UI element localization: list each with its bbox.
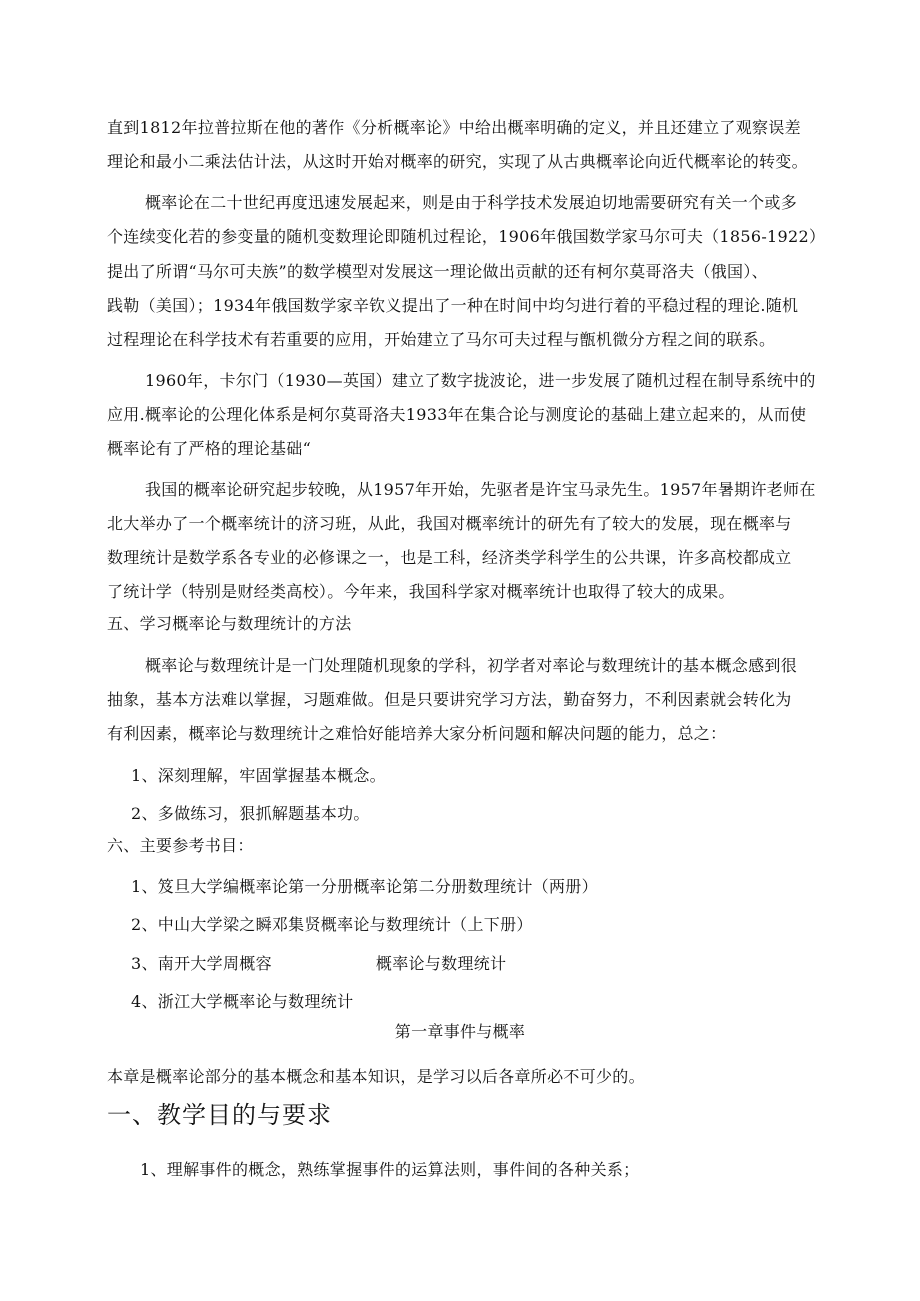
section-heading: 一、教学目的与要求	[107, 1101, 332, 1129]
section-heading: 五、学习概率论与数理统计的方法	[107, 614, 352, 633]
paragraph-line: 概率论与数理统计是一门处理随机现象的学科，初学者对率论与数理统计的基本概念感到很	[145, 656, 798, 675]
section-heading: 六、主要参考书目：	[107, 836, 254, 855]
paragraph-line: 我国的概率论研究起步较晚，从1957年开始，先驱者是许宝马录先生。1957年暑期许老师在	[145, 480, 816, 499]
paragraph-line: 践勒（美国）；1934年俄国数学家辛钦义提出了一种在时间中均匀进行着的平稳过程的理论.随机	[107, 296, 799, 315]
paragraph-line: 有利因素，概率论与数理统计之难恰好能培养大家分析问题和解决问题的能力，总之：	[107, 724, 727, 743]
reference-author: 3、南开大学周概容	[131, 954, 272, 973]
list-item: 1、深刻理解，牢固掌握基本概念。	[131, 766, 386, 785]
paragraph-line: 1960年，卡尔门（1930—英国）建立了数字拢波论，进一步发展了随机过程在制导系统中的	[145, 371, 816, 390]
paragraph-line: 过程理论在科学技术有若重要的应用，开始建立了马尔可夫过程与甑机微分方程之间的联系。	[107, 330, 776, 349]
paragraph-line: 个连续变化若的参变量的随机变数理论即随机过程论，1906年俄国数学家马尔可夫（1856-1922）	[107, 227, 826, 246]
reference-item: 4、浙江大学概率论与数理统计	[131, 992, 354, 1011]
reference-title: 概率论与数理统计	[375, 954, 507, 973]
reference-item	[131, 954, 506, 974]
paragraph-line: 直到1812年拉普拉斯在他的著作《分析概率论》中给出概率明确的定义，并且还建立了观察误差	[107, 118, 801, 137]
chapter-intro: 本章是概率论部分的基本概念和基本知识，是学习以后各章所必不可少的。	[107, 1067, 645, 1086]
paragraph-line: 理论和最小二乘法估计法，从这时开始对概率的研究，实现了从古典概率论向近代概率论的转变。	[107, 152, 808, 171]
paragraph-line: 了统计学（特别是财经类高校）。今年来，我国科学家对概率统计也取得了较大的成果。	[107, 582, 735, 601]
paragraph-line: 概率论有了严格的理论基础“	[107, 439, 312, 458]
chapter-title: 第一章事件与概率	[394, 1022, 526, 1041]
paragraph-line: 提出了所谓“马尔可夫族”的数学模型对发展这一理论做出贡献的还有柯尔莫哥洛夫（俄国）、	[107, 262, 768, 281]
paragraph-line: 概率论在二十世纪再度迅速发展起来，则是由于科学技术发展迫切地需要研究有关一个或多	[145, 193, 798, 212]
reference-item: 2、中山大学梁之瞬邓集贤概率论与数理统计（上下册）	[131, 915, 533, 934]
paragraph-line: 抽象，基本方法难以掌握，习题难做。但是只要讲究学习方法，勤奋努力，不利因素就会转化为	[107, 690, 792, 709]
paragraph-line: 应用.概率论的公理化体系是柯尔莫哥洛夫1933年在集合论与测度论的基础上建立起来的，从而使	[107, 405, 807, 424]
reference-item: 1、笈旦大学编概率论第一分册概率论第二分册数理统计（两册）	[131, 877, 598, 896]
paragraph-line: 北大举办了一个概率统计的济习班，从此，我国对概率统计的研先有了较大的发展，现在概率与	[107, 514, 792, 533]
list-item: 2、多做练习，狠抓解题基本功。	[131, 804, 370, 823]
list-item: 1、理解事件的概念，熟练掌握事件的运算法则，事件间的各种关系；	[140, 1160, 640, 1179]
paragraph-line: 数理统计是数学系各专业的必修课之一，也是工科，经济类学科学生的公共课，许多高校都成立	[107, 548, 792, 567]
